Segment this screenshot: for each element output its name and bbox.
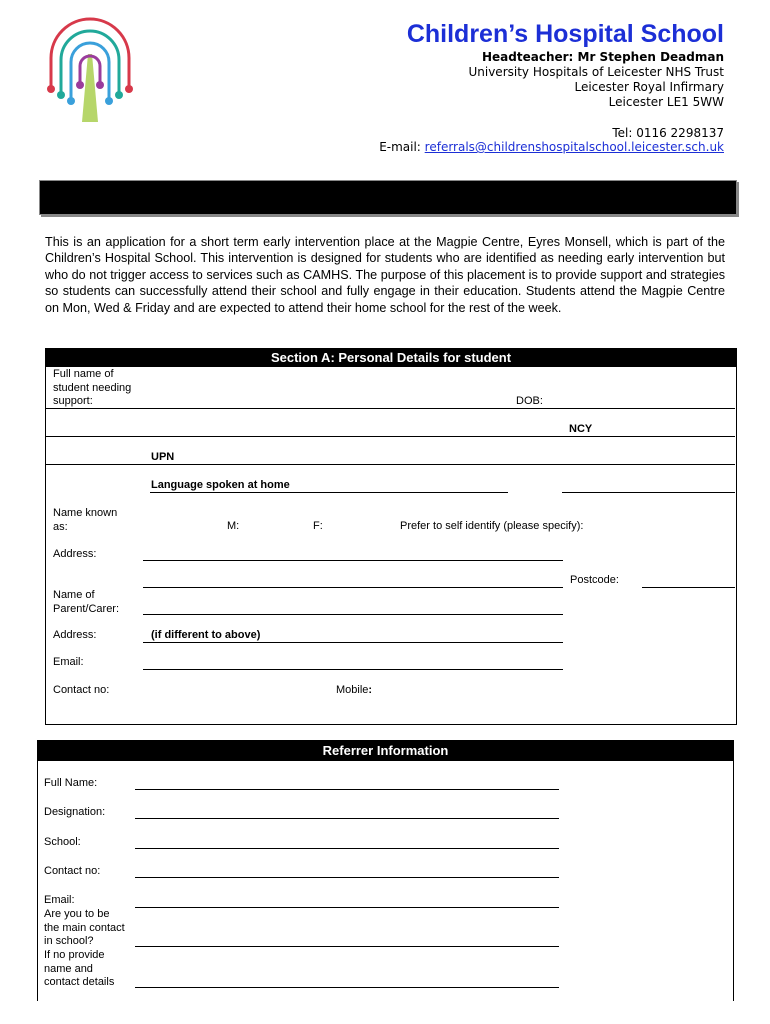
parent-name-underline [143,614,563,615]
parent-name-input[interactable] [145,597,560,613]
mobile-label: Mobile: [336,684,373,696]
referrer-contact-input[interactable] [137,861,557,877]
full-name-underline [45,408,735,409]
language-underline-2 [562,492,735,493]
email-link[interactable]: referrals@childrenshospitalschool.leicester.sch.uk [424,140,724,154]
dob-label: DOB: [516,395,543,407]
referrer-contact-label: Contact no: [44,865,101,877]
address-input-1[interactable] [145,543,560,559]
school-input[interactable] [137,832,557,848]
email-field[interactable] [145,652,560,668]
alternate-contact-underline [135,987,559,988]
full-name-input[interactable] [150,391,500,407]
email-line [379,140,724,154]
dob-input[interactable] [548,391,728,407]
language-underline [150,492,508,493]
main-contact-input[interactable] [137,929,557,945]
language-input[interactable] [300,475,505,491]
referrer-full-name-input[interactable] [137,773,557,789]
contact-no-label: Contact no: [53,684,110,696]
address-input-2[interactable] [145,570,560,586]
name-known-input[interactable] [120,516,220,532]
parent-name-label: Name of Parent/Carer: [53,589,120,615]
ncy-underline [45,436,735,437]
intro-paragraph: This is an application for a short term early intervention place at the Magpie Centre, Eyres Monsell, which is part of the Children’s Hospital School. This intervention is designed for students who are identified as needing early intervention but who do not trigger access to services such as CAMHS. The purpose of this placement is to provide support and strategies so students can successfully attend their school and fully engage in their education. Students attend the Magpie Centre on Mon, Wed & Friday and are expected to attend their home school for the rest of the week. [45,235,725,315]
school-underline [135,848,559,849]
referrer-title: Referrer Information [37,740,734,761]
address-underline-2 [143,587,563,588]
referrer-full-name-label: Full Name: [44,777,98,789]
headteacher: Headteacher: Mr Stephen Deadman [481,50,724,64]
designation-label: Designation: [44,806,106,818]
main-contact-underline [135,946,559,947]
address-underline-1 [143,560,563,561]
telephone: Tel: 0116 2298137 [612,126,724,140]
referrer-email-input[interactable] [137,890,557,906]
ncy-label: NCY [569,423,593,435]
parent-address-label: Address: [53,629,97,641]
designation-underline [135,818,559,819]
parent-address-input[interactable] [270,625,560,641]
logo-stem [82,54,98,122]
contact-no-input[interactable] [120,680,320,696]
address-line-2: Leicester Royal Infirmary [574,80,724,94]
postcode-input[interactable] [644,570,732,586]
email-field-label: Email: [53,656,84,668]
main-contact-label: Are you to be the main contact in school? [44,908,125,948]
referrer-full-name-underline [135,789,559,790]
upn-label: UPN [151,451,175,463]
email-underline [143,669,563,670]
gender-m-label[interactable]: M: [227,520,240,532]
language-label: Language spoken at home [151,479,290,491]
postcode-underline [642,587,735,588]
school-name: Children’s Hospital School [406,20,724,48]
referrer-email-label: Email: [44,894,75,906]
mobile-input[interactable] [380,680,580,696]
self-identify-input[interactable] [592,516,730,532]
name-known-label: Name known as: [53,507,118,533]
school-logo [44,14,134,122]
if-no-label: If no provide name and contact details [44,949,115,989]
school-label: School: [44,836,81,848]
parent-address-underline [143,642,563,643]
address-line-1: University Hospitals of Leicester NHS Trust [468,65,724,79]
address-line-3: Leicester LE1 5WW [608,95,724,109]
postcode-label: Postcode: [570,574,619,586]
self-identify-label: Prefer to self identify (please specify): [400,520,584,532]
designation-input[interactable] [137,802,557,818]
ncy-input[interactable] [600,419,730,435]
title-bar [39,180,737,215]
referrer-contact-underline [135,877,559,878]
full-name-label: Full name of student needing support: [53,368,132,408]
upn-underline [45,464,735,465]
alternate-contact-input[interactable] [137,970,557,986]
section-a-title: Section A: Personal Details for student [45,348,737,367]
email-label: E-mail: [379,140,425,154]
if-different-note: (if different to above) [151,629,261,641]
referrer-email-underline [135,907,559,908]
gender-f-label[interactable]: F: [313,520,323,532]
upn-input[interactable] [180,447,730,463]
address-label: Address: [53,548,97,560]
